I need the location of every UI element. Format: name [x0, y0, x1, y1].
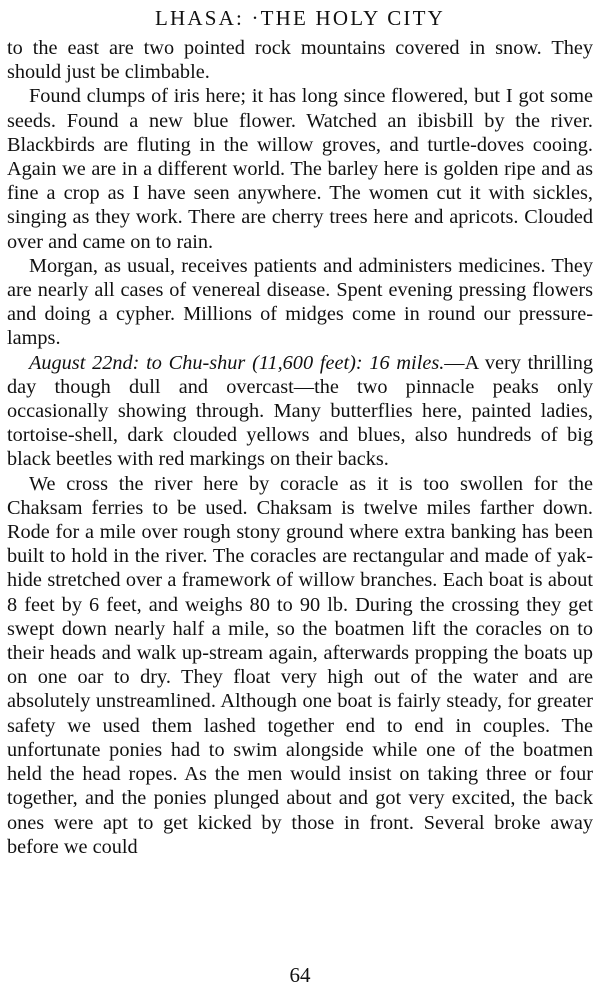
paragraph-coracle: [7, 472, 593, 859]
paragraph-text: to the east are two pointed rock mountains covered in snow. They should just be climbable.: [7, 37, 593, 84]
dateline: August 22nd: to Chu-shur (11,600 feet): 16 miles.: [29, 351, 445, 374]
paragraph-text: We cross the river here by coracle as it is too swollen for the Chaksam ferries to be used. Chaksam is twelve miles farther down. Rode for a mile over rough stony ground where extra banking has been built to hold in the river. The coracles are rectangular and made of yak-hide stretched over a framework of willow branches. Each boat is about 8 feet by 6 feet, and weighs 80 to 90 lb. During the crossing they get swept down nearly half a mile, so the boatmen lift the coracles on to their heads and walk up-stream again, afterwards propping the boats up on one oar to dry. They float very high out of the water and are absolutely unstreamlined. Although one boat is fairly steady, for greater safety we used them lashed together end to end in couples. The unfortunate ponies had to swim alongside while one of the boatmen held the head ropes. As the men would insist on taking three or four together, and the ponies plunged about and got very excited, the back ones were apt to get kicked by those in front. Several broke away before we could: [7, 472, 593, 858]
paragraph-august-22: [7, 351, 593, 472]
paragraph-continued: [7, 36, 593, 84]
body-text: [7, 36, 593, 859]
paragraph-text: Morgan, as usual, receives patients and administers medicines. They are nearly all cases of venereal disease. Spent evening pressing flowers and doing a cypher. Millions of midges come in round our pressure-lamps.: [7, 254, 593, 350]
book-page: [7, 0, 593, 993]
paragraph-iris: [7, 84, 593, 253]
page-number: 64: [289, 963, 311, 987]
paragraph-text: Found clumps of iris here; it has long since flowered, but I got some seeds. Found a new blue flower. Watched an ibisbill by the river. Blackbirds are fluting in the willow groves, and turtle-doves cooing. Again we are in a different world. The barley here is golden ripe and as fine a crop as I have seen anywhere. The women cut it with sickles, singing as they work. There are cherry trees here and apricots. Clouded over and came on to rain.: [7, 85, 593, 253]
running-head: LHASA: ·THE HOLY CITY: [154, 6, 446, 30]
paragraph-morgan: [7, 254, 593, 351]
paragraph-text: —A very thrilling day though dull and overcast—the two pinnacle peaks only occasionally showing through. Many butterflies here, painted ladies, tortoise-shell, dark clouded yellows and blues, also hundreds of big black beetles with red markings on their backs.: [7, 351, 593, 471]
